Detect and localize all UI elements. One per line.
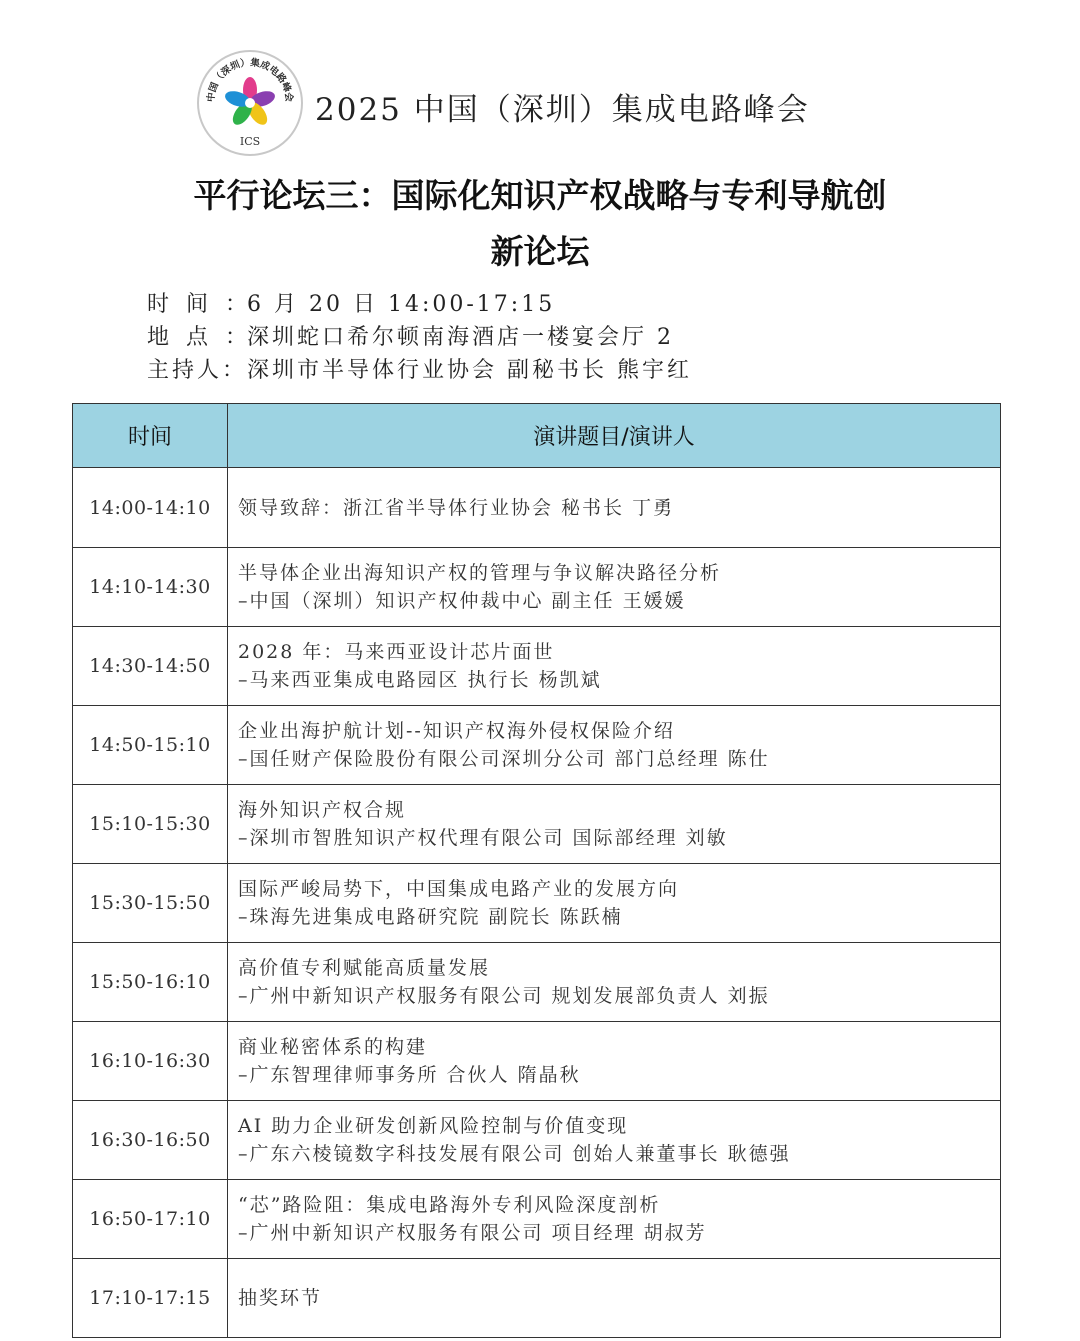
session-topic: AI 助力企业研发创新风险控制与价值变现 (238, 1115, 629, 1137)
session-time: 14:00-14:10 (73, 468, 228, 548)
session-speaker: –广州中新知识产权服务有限公司 项目经理 胡叔芳 (238, 1222, 707, 1244)
session-speaker: –国任财产保险股份有限公司深圳分公司 部门总经理 陈仕 (238, 748, 770, 770)
session-topic: 领导致辞：浙江省半导体行业协会 秘书长 丁勇 (238, 496, 675, 519)
table-row (73, 943, 1001, 1022)
session-desc (228, 548, 1001, 627)
time-value: 6 月 20 日 14:00-17:15 (247, 292, 556, 317)
session-topic: 高价值专利赋能高质量发展 (238, 957, 491, 979)
session-time: 14:10-14:30 (73, 548, 228, 627)
time-label: 时间： (147, 292, 265, 317)
session-speaker: –深圳市智胜知识产权代理有限公司 国际部经理 刘敏 (238, 827, 728, 849)
session-desc (228, 864, 1001, 943)
session-desc (228, 1101, 1001, 1180)
event-place-row (147, 321, 692, 354)
session-time: 15:10-15:30 (73, 785, 228, 864)
table-row (73, 548, 1001, 627)
session-time: 14:50-15:10 (73, 706, 228, 785)
session-topic: 2028 年：马来西亚设计芯片面世 (238, 641, 555, 663)
table-row (73, 1101, 1001, 1180)
session-topic: 商业秘密体系的构建 (238, 1036, 428, 1058)
session-time: 15:50-16:10 (73, 943, 228, 1022)
svg-text:ICS: ICS (239, 135, 261, 148)
session-time: 17:10-17:15 (73, 1259, 228, 1338)
summit-title: 2025 中国（深圳）集成电路峰会 (315, 92, 810, 128)
session-desc (228, 1180, 1001, 1259)
page-header (195, 48, 835, 158)
session-desc (228, 468, 1001, 548)
forum-title-line2: 新论坛 (490, 232, 590, 271)
host-value: 深圳市半导体行业协会 副秘书长 熊宇红 (247, 358, 692, 383)
session-speaker: –广东六棱镜数字科技发展有限公司 创始人兼董事长 耿德强 (238, 1143, 791, 1165)
session-desc (228, 627, 1001, 706)
table-row (73, 468, 1001, 548)
ics-logo (195, 48, 305, 158)
session-topic: 抽奖环节 (238, 1287, 323, 1309)
session-desc (228, 706, 1001, 785)
session-speaker: –中国（深圳）知识产权仲裁中心 副主任 王媛媛 (238, 590, 686, 612)
session-time: 16:50-17:10 (73, 1180, 228, 1259)
session-speaker: –马来西亚集成电路园区 执行长 杨凯斌 (238, 669, 602, 691)
table-header-row (73, 404, 1001, 468)
agenda-table (72, 403, 1001, 1338)
table-row (73, 1180, 1001, 1259)
session-desc (228, 785, 1001, 864)
table-row (73, 627, 1001, 706)
table-row (73, 785, 1001, 864)
table-row (73, 1259, 1001, 1338)
svg-text:中国（深圳）集成电路峰会: 中国（深圳）集成电路峰会 (205, 57, 295, 103)
host-label: 主持人： (147, 358, 248, 383)
session-topic: 企业出海护航计划--知识产权海外侵权保险介绍 (238, 720, 675, 742)
forum-title-line1: 平行论坛三：国际化知识产权战略与专利导航创 (193, 176, 887, 215)
session-speaker: –珠海先进集成电路研究院 副院长 陈跃楠 (238, 906, 623, 928)
session-topic: “芯”路险阻：集成电路海外专利风险深度剖析 (238, 1194, 661, 1216)
event-host-row (147, 354, 692, 387)
session-topic: 海外知识产权合规 (238, 799, 407, 821)
session-time: 16:30-16:50 (73, 1101, 228, 1180)
place-value: 深圳蛇口希尔顿南海酒店一楼宴会厅 2 (247, 325, 674, 350)
event-time-row (147, 288, 692, 321)
session-time: 14:30-14:50 (73, 627, 228, 706)
column-header-time: 时间 (73, 404, 228, 468)
session-topic: 半导体企业出海知识产权的管理与争议解决路径分析 (238, 562, 722, 584)
column-header-topic: 演讲题目/演讲人 (228, 404, 1001, 468)
table-row (73, 864, 1001, 943)
place-label: 地点： (147, 325, 265, 350)
session-speaker: –广州中新知识产权服务有限公司 规划发展部负责人 刘振 (238, 985, 770, 1007)
event-info (147, 288, 692, 387)
session-desc (228, 943, 1001, 1022)
session-time: 15:30-15:50 (73, 864, 228, 943)
table-row (73, 706, 1001, 785)
session-desc (228, 1022, 1001, 1101)
table-row (73, 1022, 1001, 1101)
session-time: 16:10-16:30 (73, 1022, 228, 1101)
session-speaker: –广东智理律师事务所 合伙人 隋晶秋 (238, 1064, 581, 1086)
session-topic: 国际严峻局势下，中国集成电路产业的发展方向 (238, 878, 680, 900)
session-desc (228, 1259, 1001, 1338)
